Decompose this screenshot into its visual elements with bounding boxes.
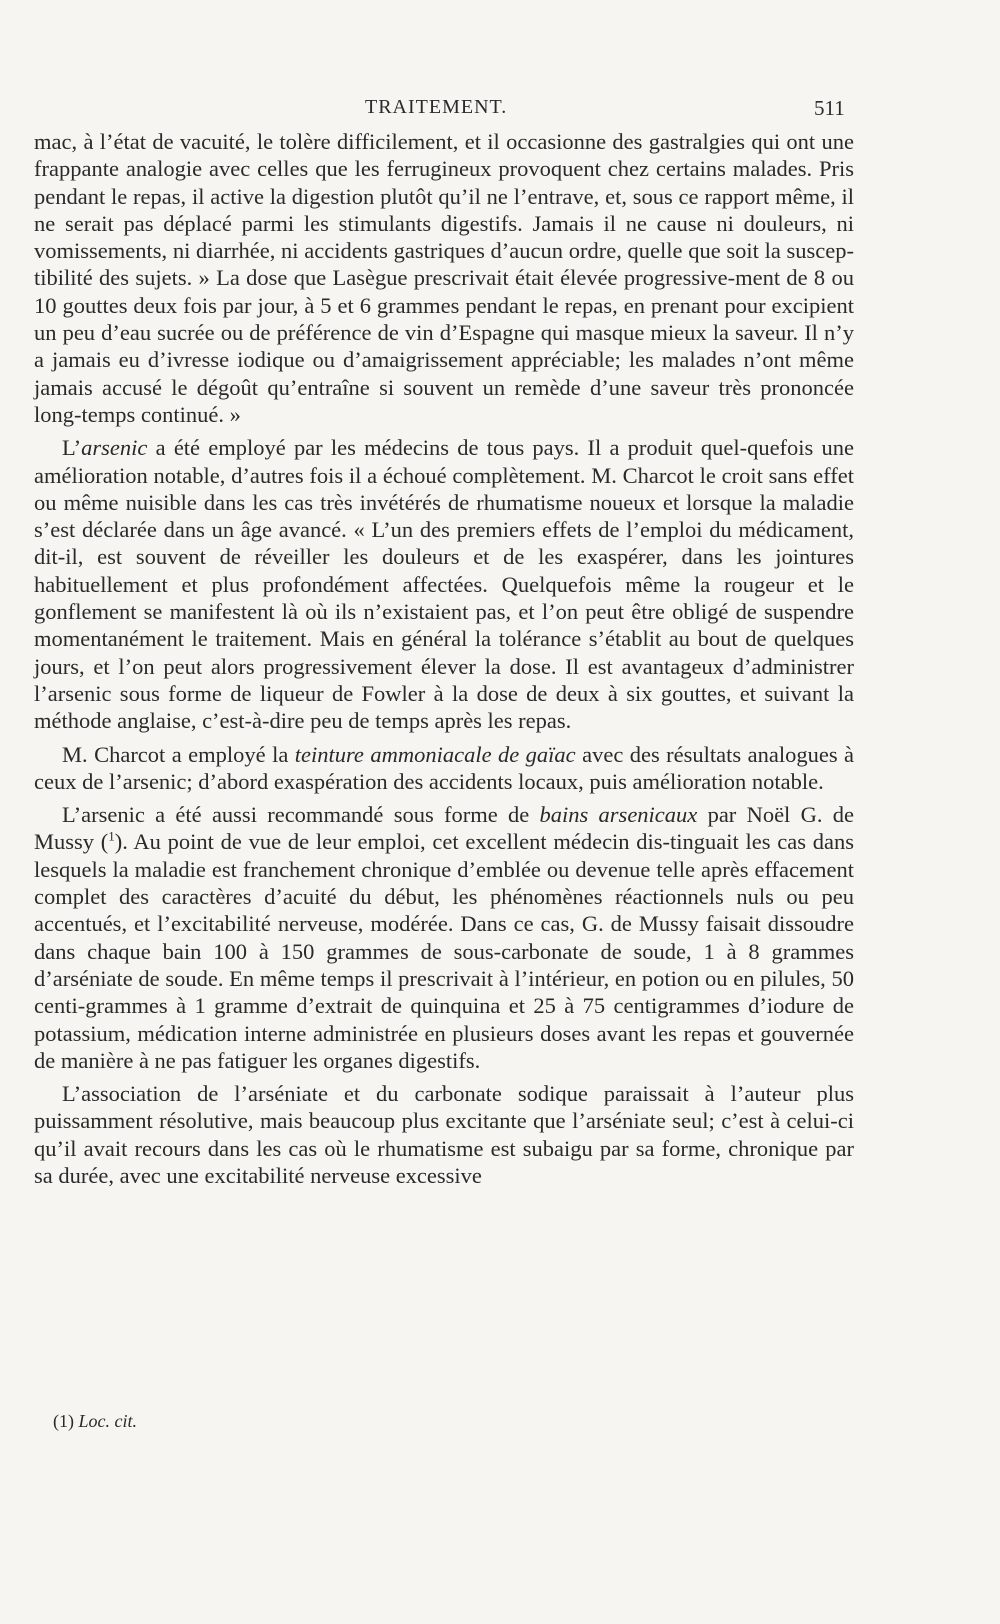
footnote-text: Loc. cit.	[78, 1411, 137, 1431]
page-number: 511	[814, 96, 845, 120]
paragraph-3-body: avec des résultats analogues à ceux de l’arsenic; d’abord exaspération des accidents locaux, puis amélioration notable.	[34, 741, 854, 794]
paragraph-4-lead: L’arsenic a été aussi recommandé sous forme de	[62, 802, 540, 828]
arsenic-term: arsenic	[81, 435, 148, 461]
paragraph-3	[34, 741, 854, 796]
footnote	[53, 1411, 137, 1432]
footnote-reference[interactable]: 1	[108, 828, 115, 844]
paragraph-2-body: a été employé par les médecins de tous pays. Il a produit quel-quefois une amélioration notable, d’autres fois il a échoué complètement. M. Charcot le croit sans effet ou même nuisible dans les cas très invétérés de rhumatisme noueux et lorsque la maladie s’est déclarée dans un âge avancé. « L’un des premiers effets de l’emploi du médicament, dit-il, est souvent de réveiller les douleurs et de les exaspérer, dans les jointures habituellement et plus profondément affectées. Quelquefois même la rougeur et le gonflement se manifestent là où ils n’existaient pas, et l’on peut être obligé de suspendre momentanément le traitement. Mais en général la tolérance s’établit au bout de quelques jours, et l’on peut alors progressivement élever la dose. Il est avantageux d’administrer l’arsenic sous forme de liqueur de Fowler à la dose de deux à six gouttes, et suivant la méthode anglaise, c’est-à-dire peu de temps après les repas.	[34, 435, 854, 734]
paragraph-1: mac, à l’état de vacuité, le tolère difficilement, et il occasionne des gastralgies qui ont une frappante analogie avec celles que les ferrugineux provoquent chez certains malades. Pris pendant le repas, il active la digestion plutôt qu’il ne l’entrave, et, sous ce rapport même, il ne serait pas déplacé parmi les stimulants digestifs. Jamais il ne cause ni douleurs, ni vomissements, ni diarrhée, ni accidents gastriques d’aucun ordre, quelle que soit la suscep-tibilité des sujets. » La dose que Lasègue prescrivait était élevée progressive-ment de 8 ou 10 gouttes deux fois par jour, à 5 et 6 grammes pendant le repas, en prenant pour excipient un peu d’eau sucrée ou de préférence de vin d’Espagne qui masque mieux la saveur. Il n’y a jamais eu d’ivresse iodique ou d’amaigrissement appréciable; les malades n’ont même jamais accusé le dégoût qu’entraîne si souvent un remède d’une saveur très prononcée long-temps continué. »	[34, 129, 854, 427]
bains-arsenicaux-term: bains arsenicaux	[539, 802, 698, 828]
paragraph-4	[34, 801, 854, 1074]
gaiac-term: teinture ammoniacale de gaïac	[294, 741, 576, 767]
paragraph-2-lead: L’	[62, 435, 82, 461]
running-title: TRAITEMENT.	[365, 96, 508, 118]
paragraph-4-body: ). Au point de vue de leur emploi, cet excellent médecin dis-tinguait les cas dans lesquels la maladie est franchement chronique d’emblée ou devenue telle après effacement complet des caractères d’acuité du début, les phénomènes réactionnels nuls ou peu accentués, et l’excitabilité nerveuse, modérée. Dans ce cas, G. de Mussy faisait dissoudre dans chaque bain 100 à 150 grammes de sous-carbonate de soude, 1 à 8 grammes d’arséniate de soude. En même temps il prescrivait à l’intérieur, en potion ou en pilules, 50 centi-grammes à 1 gramme d’extrait de quinquina et 25 à 75 centigrammes d’iodure de potassium, médication interne administrée en plusieurs doses avant les repas et gouvernée de manière à ne pas fatiguer les organes digestifs.	[34, 829, 854, 1073]
paragraph-4-middle: par Noël G. de Mussy (	[34, 802, 854, 855]
body-text	[34, 128, 854, 1189]
paragraph-3-lead: M. Charcot a employé la	[62, 741, 295, 767]
footnote-marker: (1)	[53, 1411, 74, 1431]
paragraph-5: L’association de l’arséniate et du carbonate sodique paraissait à l’auteur plus puissamment résolutive, mais beaucoup plus excitante que l’arséniate seul; c’est à celui-ci qu’il avait recours dans les cas où le rhumatisme est subaigu par sa forme, chronique par sa durée, avec une excitabilité nerveuse excessive	[34, 1081, 854, 1188]
paragraph-2	[34, 434, 854, 734]
running-head	[0, 96, 1000, 126]
